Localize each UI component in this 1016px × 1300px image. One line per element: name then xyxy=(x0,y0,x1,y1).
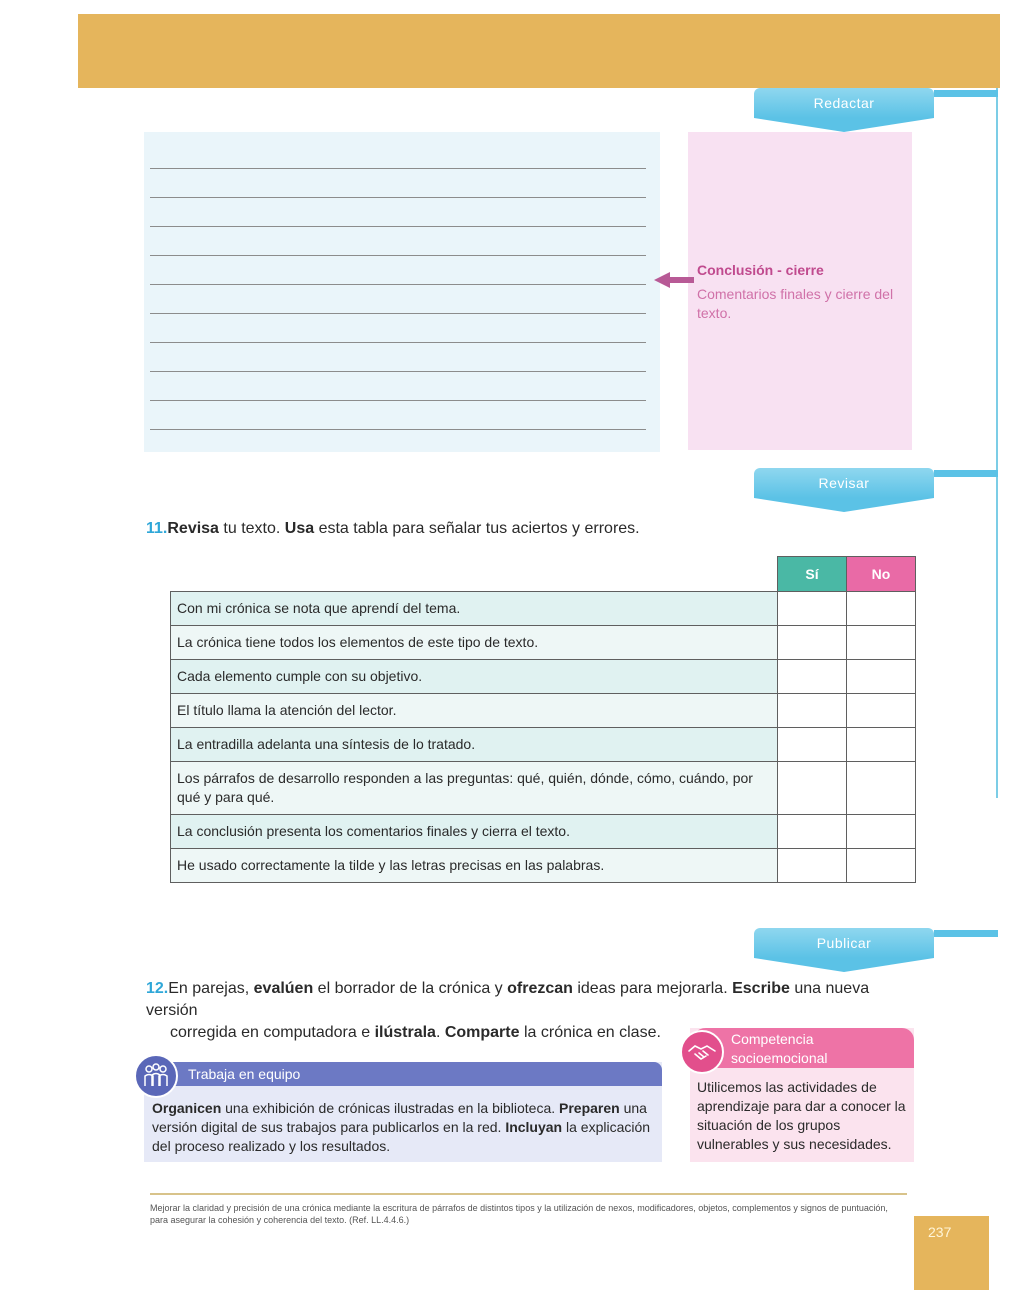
header-spacer xyxy=(171,557,778,592)
step-tab-redactar-label: Redactar xyxy=(813,95,875,111)
instruction-verb: Usa xyxy=(284,520,315,537)
criterion-cell: Cada elemento cumple con su objetivo. xyxy=(171,660,778,694)
answer-yes-cell[interactable] xyxy=(778,660,847,694)
criterion-cell: He usado correctamente la tilde y las letras precisas en las palabras. xyxy=(171,849,778,883)
team-work-text xyxy=(152,1099,652,1156)
question-number: 12. xyxy=(146,980,169,997)
step-tab-revisar-label: Revisar xyxy=(818,475,870,491)
writing-line[interactable] xyxy=(150,342,646,343)
answer-yes-cell[interactable] xyxy=(778,849,847,883)
instruction-text: una exhibición de crónicas ilustradas en la biblioteca. xyxy=(221,1100,560,1116)
competencia-title-line: socioemocional xyxy=(731,1050,828,1066)
instruction-text: la explicación del proceso realizado y los resultados. xyxy=(152,1119,651,1154)
instruction-verb: Revisa xyxy=(167,520,219,537)
footer-objective-text: Mejorar la claridad y precisión de una crónica mediante la escritura de párrafos de distintos tipos y la utilización de nexos, modificadores, objetos, complementos y signos de puntuación, para asegurar la cohesión y coherencia del texto. (Ref. LL.4.4.6.) xyxy=(150,1203,888,1225)
answer-yes-cell[interactable] xyxy=(778,592,847,626)
answer-no-cell[interactable] xyxy=(847,849,916,883)
instruction-verb: Escribe xyxy=(732,980,790,997)
redactar-tab-line xyxy=(934,90,998,97)
writing-line[interactable] xyxy=(150,197,646,198)
criterion-cell: La crónica tiene todos los elementos de este tipo de texto. xyxy=(171,626,778,660)
instruction-verb: evalúen xyxy=(253,980,314,997)
table-row xyxy=(171,728,916,762)
instruction-verb: ilústrala xyxy=(374,1024,436,1041)
instruction-verb: Organicen xyxy=(152,1100,222,1116)
instruction-text: el borrador de la crónica y xyxy=(313,980,508,997)
table-row xyxy=(171,849,916,883)
team-people-icon xyxy=(134,1054,178,1098)
page-number: 237 xyxy=(928,1224,952,1240)
table-row xyxy=(171,762,916,815)
tip-text: Comentarios finales y cierre del texto. xyxy=(697,286,894,321)
criterion-cell: La conclusión presenta los comentarios finales y cierra el texto. xyxy=(171,815,778,849)
right-margin-rule xyxy=(996,88,998,798)
instruction-text: tu texto. xyxy=(218,520,285,537)
answer-yes-cell[interactable] xyxy=(778,626,847,660)
answer-no-cell[interactable] xyxy=(847,626,916,660)
instruction-verb: Incluyan xyxy=(505,1119,563,1135)
instruction-text: En parejas, xyxy=(168,980,254,997)
table-row xyxy=(171,694,916,728)
question-number: 11. xyxy=(146,520,168,537)
top-color-band xyxy=(78,14,1000,88)
instruction-verb: Preparen xyxy=(559,1100,620,1116)
table-row xyxy=(171,660,916,694)
instruction-text: corregida en computadora e xyxy=(170,1024,375,1041)
writing-line[interactable] xyxy=(150,371,646,372)
answer-no-cell[interactable] xyxy=(847,660,916,694)
writing-line[interactable] xyxy=(150,313,646,314)
handshake-icon xyxy=(680,1030,724,1074)
step-tab-publicar xyxy=(754,928,934,958)
writing-line[interactable] xyxy=(150,168,646,169)
header-yes: Sí xyxy=(778,557,847,592)
arrow-left-icon xyxy=(654,270,694,290)
instruction-text: la crónica en clase. xyxy=(519,1024,661,1041)
answer-yes-cell[interactable] xyxy=(778,762,847,815)
writing-line[interactable] xyxy=(150,429,646,430)
criterion-cell: La entradilla adelanta una síntesis de lo tratado. xyxy=(171,728,778,762)
answer-yes-cell[interactable] xyxy=(778,815,847,849)
competencia-title xyxy=(731,1030,828,1068)
instruction-verb: ofrezcan xyxy=(507,980,573,997)
question-11 xyxy=(146,520,640,538)
header-no: No xyxy=(847,557,916,592)
table-row xyxy=(171,815,916,849)
answer-no-cell[interactable] xyxy=(847,694,916,728)
competencia-title-line: Competencia xyxy=(731,1031,814,1047)
writing-area[interactable] xyxy=(144,132,660,452)
writing-line[interactable] xyxy=(150,284,646,285)
table-row xyxy=(171,592,916,626)
competencia-text: Utilicemos las actividades de aprendizaje para dar a conocer la situación de los grupos vulnerables y sus necesidades. xyxy=(697,1079,906,1152)
page-number-tab xyxy=(914,1216,989,1290)
table-header-row xyxy=(171,557,916,592)
writing-line[interactable] xyxy=(150,226,646,227)
answer-no-cell[interactable] xyxy=(847,728,916,762)
writing-line[interactable] xyxy=(150,400,646,401)
step-tab-publicar-label: Publicar xyxy=(816,935,872,951)
review-checklist-table xyxy=(170,556,916,883)
team-work-title: Trabaja en equipo xyxy=(188,1066,301,1082)
answer-no-cell[interactable] xyxy=(847,815,916,849)
criterion-cell: El título llama la atención del lector. xyxy=(171,694,778,728)
instruction-verb: Comparte xyxy=(444,1024,520,1041)
instruction-text: esta tabla para señalar tus aciertos y errores. xyxy=(314,520,640,537)
question-12-line-1 xyxy=(146,978,916,1022)
criterion-cell: Con mi crónica se nota que aprendí del tema. xyxy=(171,592,778,626)
publicar-tab-line xyxy=(934,930,998,937)
criterion-cell: Los párrafos de desarrollo responden a las preguntas: qué, quién, dónde, cómo, cuándo, por qué y para qué. xyxy=(171,762,778,815)
instruction-text: ideas para mejorarla. xyxy=(572,980,733,997)
step-tab-revisar xyxy=(754,468,934,498)
table-row xyxy=(171,626,916,660)
tip-title: Conclusión - cierre xyxy=(697,262,824,278)
step-tab-redactar xyxy=(754,88,934,118)
instruction-text: una nueva versión xyxy=(146,980,870,1019)
answer-no-cell[interactable] xyxy=(847,762,916,815)
answer-no-cell[interactable] xyxy=(847,592,916,626)
answer-yes-cell[interactable] xyxy=(778,728,847,762)
instruction-text: una versión digital de sus trabajos para publicarlos en la red. xyxy=(152,1100,647,1135)
instruction-text: . xyxy=(435,1024,445,1041)
revisar-tab-line xyxy=(934,470,998,477)
answer-yes-cell[interactable] xyxy=(778,694,847,728)
writing-line[interactable] xyxy=(150,255,646,256)
footer-divider xyxy=(150,1193,907,1195)
